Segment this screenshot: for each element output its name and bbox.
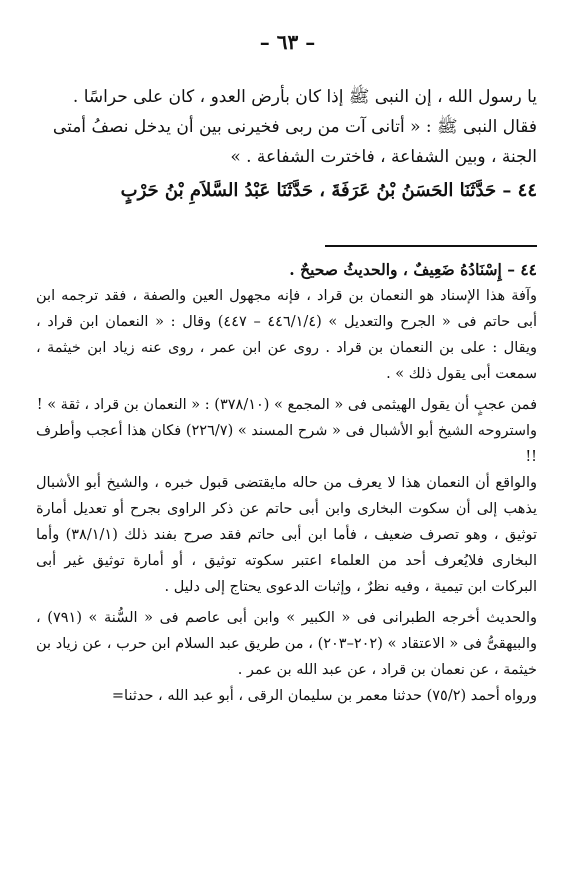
main-text: [36, 82, 537, 206]
footnote-paragraph: فمن عجبٍ أن يقول الهيثمى فى « المجمع » (٣٧٨/١٠) : « النعمان بن قراد ، ثقة » !: [36, 397, 537, 413]
footnote-paragraph: واستروحه الشيخ أبو الأشبال فى « شرح المسند » (٢٢٦/٧) فكان هذا أعجب وأطرف !!: [36, 423, 537, 465]
page-number: – ٦٣ –: [259, 30, 316, 54]
main-text-line: فقال النبى ﷺ : « أتانى آت من ربى فخيرنى بين أن يدخل نصفُ أمتى: [52, 117, 537, 137]
footnote-heading: ٤٤ – إِسْنَادُهُ ضَعِيفٌ ، والحديثُ صحيحٌ .: [289, 260, 537, 279]
footnotes: [36, 257, 537, 709]
main-text-line: الجنة ، وبين الشفاعة ، فاخترت الشفاعة . »: [230, 147, 537, 167]
main-text-line: يا رسول الله ، إن النبى ﷺ إذا كان بأرض العدو ، كان على حراسًا .: [72, 87, 537, 107]
footnote-paragraph: ورواه أحمد (٧٥/٢) حدثنا معمر بن سليمان الرقى ، أبو عبد الله ، حدثنا=: [111, 688, 537, 704]
footnote-divider: [325, 245, 537, 247]
footnote-paragraph: وآفة هذا الإسناد هو النعمان بن قراد ، فإنه مجهول العين والصفة ، فقد ترجمه ابن أبى حاتم فى « الجرح والتعديل » (٤٤٦/١/٤ – ٤٤٧) وقال : « النعمان ابن قراد ، ويقال : على بن النعمان بن قراد . روى عن ابن عمر ، روى عنه زياد ابن خيثمة ، سمعت أبى يقول ذلك » .: [36, 288, 538, 382]
hadith-chain-line: ٤٤ – حَدَّثَنَا الحَسَنُ بْنُ عَرَفَةَ ، حَدَّثَنَا عَبْدُ السَّلاَمِ بْنُ حَرْبٍ: [120, 180, 537, 201]
footnote-paragraph: والحديث أخرجه الطبرانى فى « الكبير » وابن أبى عاصم فى « السُّنة » (٧٩١) ، والبيهقىُّ فى « الاعتقاد » (٢٠٢–٢٠٣) ، من طريق عبد السلام ابن حرب ، عن زياد بن خيثمة ، عن نعمان بن قراد ، عن عبد الله بن عمر .: [36, 610, 537, 678]
footnote-paragraph: والواقع أن النعمان هذا لا يعرف من حاله مايقتضى قبول خبره ، والشيخ أبو الأشبال يذهب إلى أن سكوت البخارى وابن أبى حاتم عن ذكر الراوى بجرح أو تعديل أمارة توثيق ، وهو تصرف ضعيف ، فأما ابن أبى حاتم فقد صرح بفند ذلك (٣٨/١/١) وأما البخارى فلايُعرف أحد من العلماء اعتبر سكوته توثيق ، أو أمارة توثيق غير أبى البركات ابن تيمية ، وفيه نظرٌ ، وإثبات الدعوى يحتاج إلى دليل .: [36, 475, 538, 595]
